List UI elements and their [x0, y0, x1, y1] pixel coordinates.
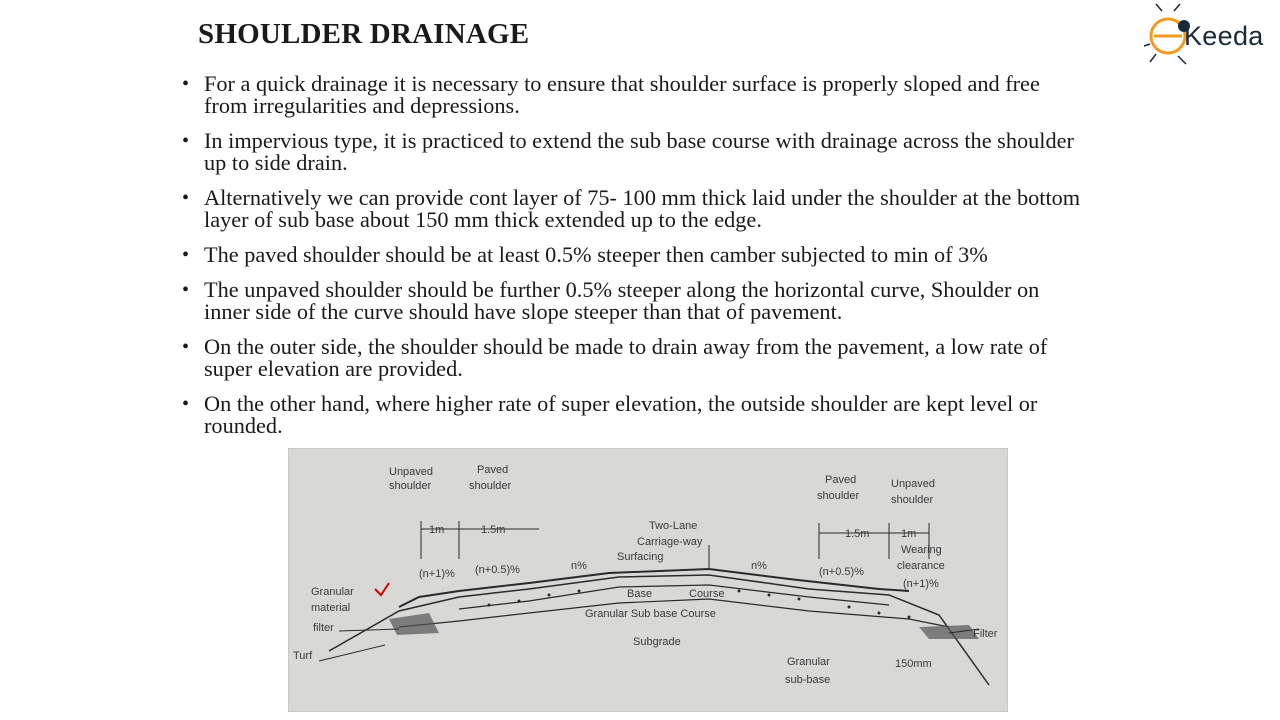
bullet-text: Alternatively we can provide cont layer of 75- 100 mm thick laid under the shoulder at the bottom layer of sub base about 150 mm thick extended up to the edge. [204, 185, 1081, 232]
filter-left [389, 613, 439, 635]
label-paved-right-1: Paved [825, 474, 857, 486]
label-subgrade: Subgrade [633, 636, 681, 648]
label-slope-n-right: n% [751, 560, 767, 572]
label-surfacing: Surfacing [617, 551, 664, 563]
bullet-dot-icon: • [182, 130, 190, 152]
bullet-item [182, 336, 1082, 380]
label-unpaved-right-1: Unpaved [891, 478, 936, 490]
bullet-text: In impervious type, it is practiced to extend the sub base course with drainage across the shoulder up to side drain. [204, 128, 1074, 175]
label-granular-sub-base-2: sub-base [785, 674, 831, 686]
label-dim-15m-right: 1.5m [845, 528, 870, 540]
label-two-lane: Two-Lane [649, 520, 698, 532]
filter-right [919, 625, 979, 639]
label-dim-15m-left: 1.5m [481, 524, 506, 536]
label-unpaved-left-1: Unpaved [389, 466, 434, 478]
bullet-item [182, 73, 1082, 117]
bullet-item [182, 244, 1082, 266]
bullet-dot-icon: • [182, 187, 190, 209]
label-dim-1m-left: 1m [429, 524, 445, 536]
label-filter-left: filter [313, 622, 334, 634]
label-granular-sub-base-course: Granular Sub base Course [585, 608, 716, 620]
bullet-item [182, 393, 1082, 437]
label-carriage-way: Carriage-way [637, 536, 703, 548]
check-mark-icon [375, 583, 389, 595]
bullet-item [182, 130, 1082, 174]
slide-title: SHOULDER DRAINAGE [198, 18, 530, 50]
logo-text: Keeda [1184, 21, 1264, 51]
label-clearance: clearance [897, 560, 945, 572]
bullet-dot-icon: • [182, 336, 190, 358]
label-dim-1m-right: 1m [901, 528, 917, 540]
bullet-text: On the other hand, where higher rate of super elevation, the outside shoulder are kept level or rounded. [204, 391, 1038, 438]
bullet-list [182, 73, 1082, 450]
cross-section-drawing [289, 449, 1007, 711]
bullet-text: The unpaved shoulder should be further 0.5% steeper along the horizontal curve, Shoulder on inner side of the curve should have slope steeper than that of pavement. [204, 277, 1040, 324]
bullet-item [182, 187, 1082, 231]
bullet-dot-icon: • [182, 73, 190, 95]
label-course: Course [689, 588, 725, 600]
label-unpaved-right-2: shoulder [891, 494, 934, 506]
label-slope-n05-left: (n+0.5)% [475, 564, 520, 576]
label-thickness: 150mm [895, 658, 932, 670]
bullet-item [182, 279, 1082, 323]
bullet-text: On the outer side, the shoulder should be made to drain away from the pavement, a low rate of super elevation are provided. [204, 334, 1048, 381]
label-slope-n05-right: (n+0.5)% [819, 566, 864, 578]
label-granular-2: material [311, 602, 351, 614]
label-slope-n1-right: (n+1)% [903, 578, 939, 590]
ekeeda-logo [1142, 2, 1276, 68]
label-granular-sub-base-1: Granular [787, 656, 830, 668]
label-turf: Turf [293, 650, 313, 662]
label-filter-right: Filter [973, 628, 998, 640]
label-base: Base [627, 588, 653, 600]
base-course-line [459, 585, 889, 609]
bullet-dot-icon: • [182, 393, 190, 415]
bullet-text: The paved shoulder should be at least 0.5% steeper then camber subjected to min of 3% [204, 242, 988, 267]
label-slope-n-left: n% [571, 560, 587, 572]
label-paved-left-1: Paved [477, 464, 509, 476]
label-paved-left-2: shoulder [469, 480, 512, 492]
label-slope-n1-left: (n+1)% [419, 568, 455, 580]
bullet-text: For a quick drainage it is necessary to ensure that shoulder surface is properly sloped and free from irregularities and depressions. [204, 71, 1040, 118]
label-unpaved-left-2: shoulder [389, 480, 432, 492]
bullet-dot-icon: • [182, 244, 190, 266]
label-paved-right-2: shoulder [817, 490, 860, 502]
bullet-dot-icon: • [182, 279, 190, 301]
shoulder-drainage-diagram [288, 448, 1008, 712]
label-wearing: Wearing [901, 544, 942, 556]
label-granular-1: Granular [311, 586, 354, 598]
